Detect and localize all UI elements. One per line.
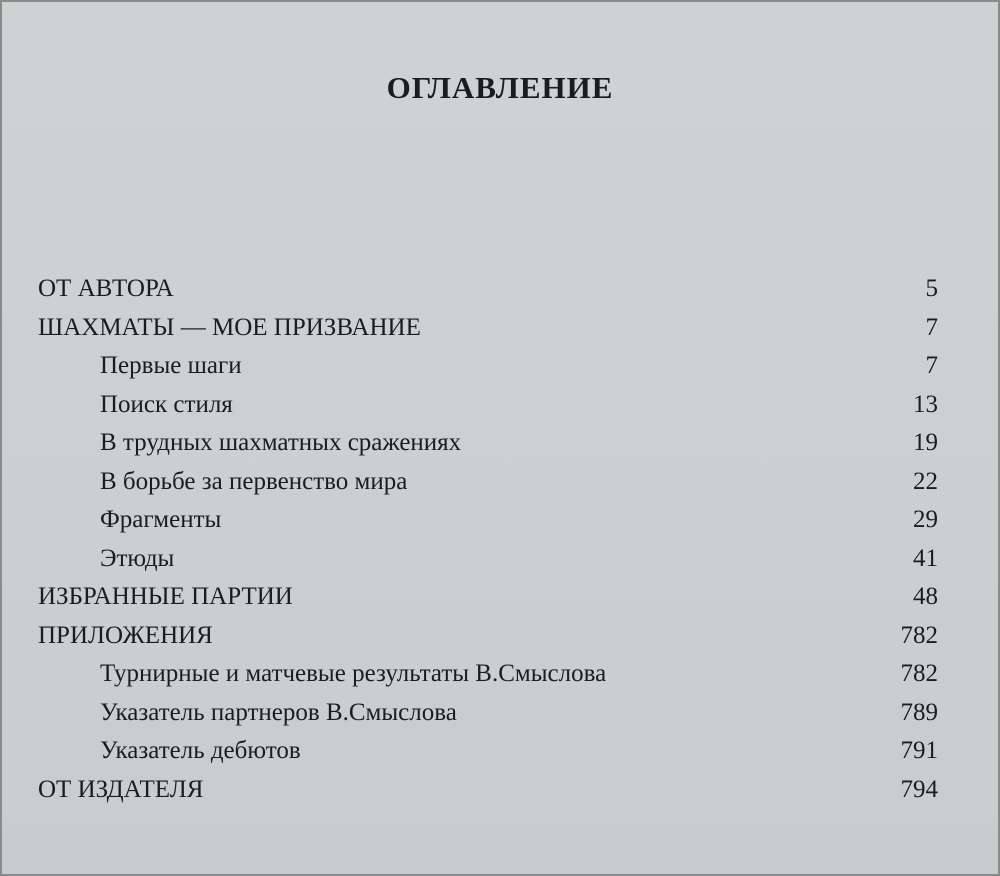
toc-entry-page-number: 782 [900,660,938,687]
toc-entry-page-number: 19 [913,429,938,456]
toc-subentry-ukazatel-debyutov [38,732,938,771]
toc-entry-page-number: 794 [900,775,938,803]
toc-entry-page-number: 41 [913,544,938,572]
toc-entry-shakhmaty-moe-prizvanie [38,309,938,348]
toc-entry-label: Фрагменты [100,506,222,533]
toc-entry-label: ИЗБРАННЫЕ ПАРТИИ [38,583,293,610]
toc-entry-page-number: 22 [913,467,938,495]
toc-entry-label: Указатель партнеров В.Смыслова [100,698,457,726]
toc-entry-page-number: 7 [925,352,938,379]
toc-entry-page-number: 5 [925,275,938,302]
toc-entry-label: Этюды [100,544,175,572]
toc-entry-label: Поиск стиля [100,390,233,418]
toc-entry-label: Турнирные и матчевые результаты В.Смыслова [100,660,607,687]
toc-entry-label: ПРИЛОЖЕНИЯ [38,621,213,649]
toc-entry-izbrannye-partii [38,578,938,617]
toc-entry-label: ОТ ИЗДАТЕЛЯ [38,775,204,803]
toc-entry-ot-izdatelya [38,771,938,810]
toc-subentry-fragmenty [38,501,938,540]
page-title: ОГЛАВЛЕНИЕ [386,70,614,105]
toc-entry-label: В трудных шахматных сражениях [100,429,462,456]
toc-subentry-v-borbe-za-pervenstvo [38,463,938,502]
toc-entry-page-number: 29 [913,506,938,533]
toc-entry-ot-avtora [38,270,938,309]
toc-entry-page-number: 789 [900,698,938,726]
toc-entry-page-number: 791 [900,737,938,764]
toc-entry-page-number: 13 [913,390,938,418]
toc-entry-page-number: 782 [900,621,938,649]
toc-subentry-turnirnye-rezultaty [38,655,938,694]
toc-entry-prilozheniya [38,617,938,656]
toc-subentry-pervye-shagi [38,347,938,386]
toc-subentry-etyudy [38,540,938,579]
toc-entry-label: Первые шаги [100,352,242,379]
table-of-contents [38,270,938,809]
toc-entry-label: ОТ АВТОРА [38,275,174,302]
toc-entry-label: ШАХМАТЫ — МОЕ ПРИЗВАНИЕ [38,313,421,341]
toc-subentry-ukazatel-partnerov [38,694,938,733]
toc-subentry-poisk-stilya [38,386,938,425]
toc-entry-label: Указатель дебютов [100,737,301,764]
toc-entry-page-number: 48 [913,583,938,610]
toc-entry-page-number: 7 [925,313,938,341]
toc-entry-label: В борьбе за первенство мира [100,467,408,495]
toc-subentry-v-trudnykh-srazheniyakh [38,424,938,463]
